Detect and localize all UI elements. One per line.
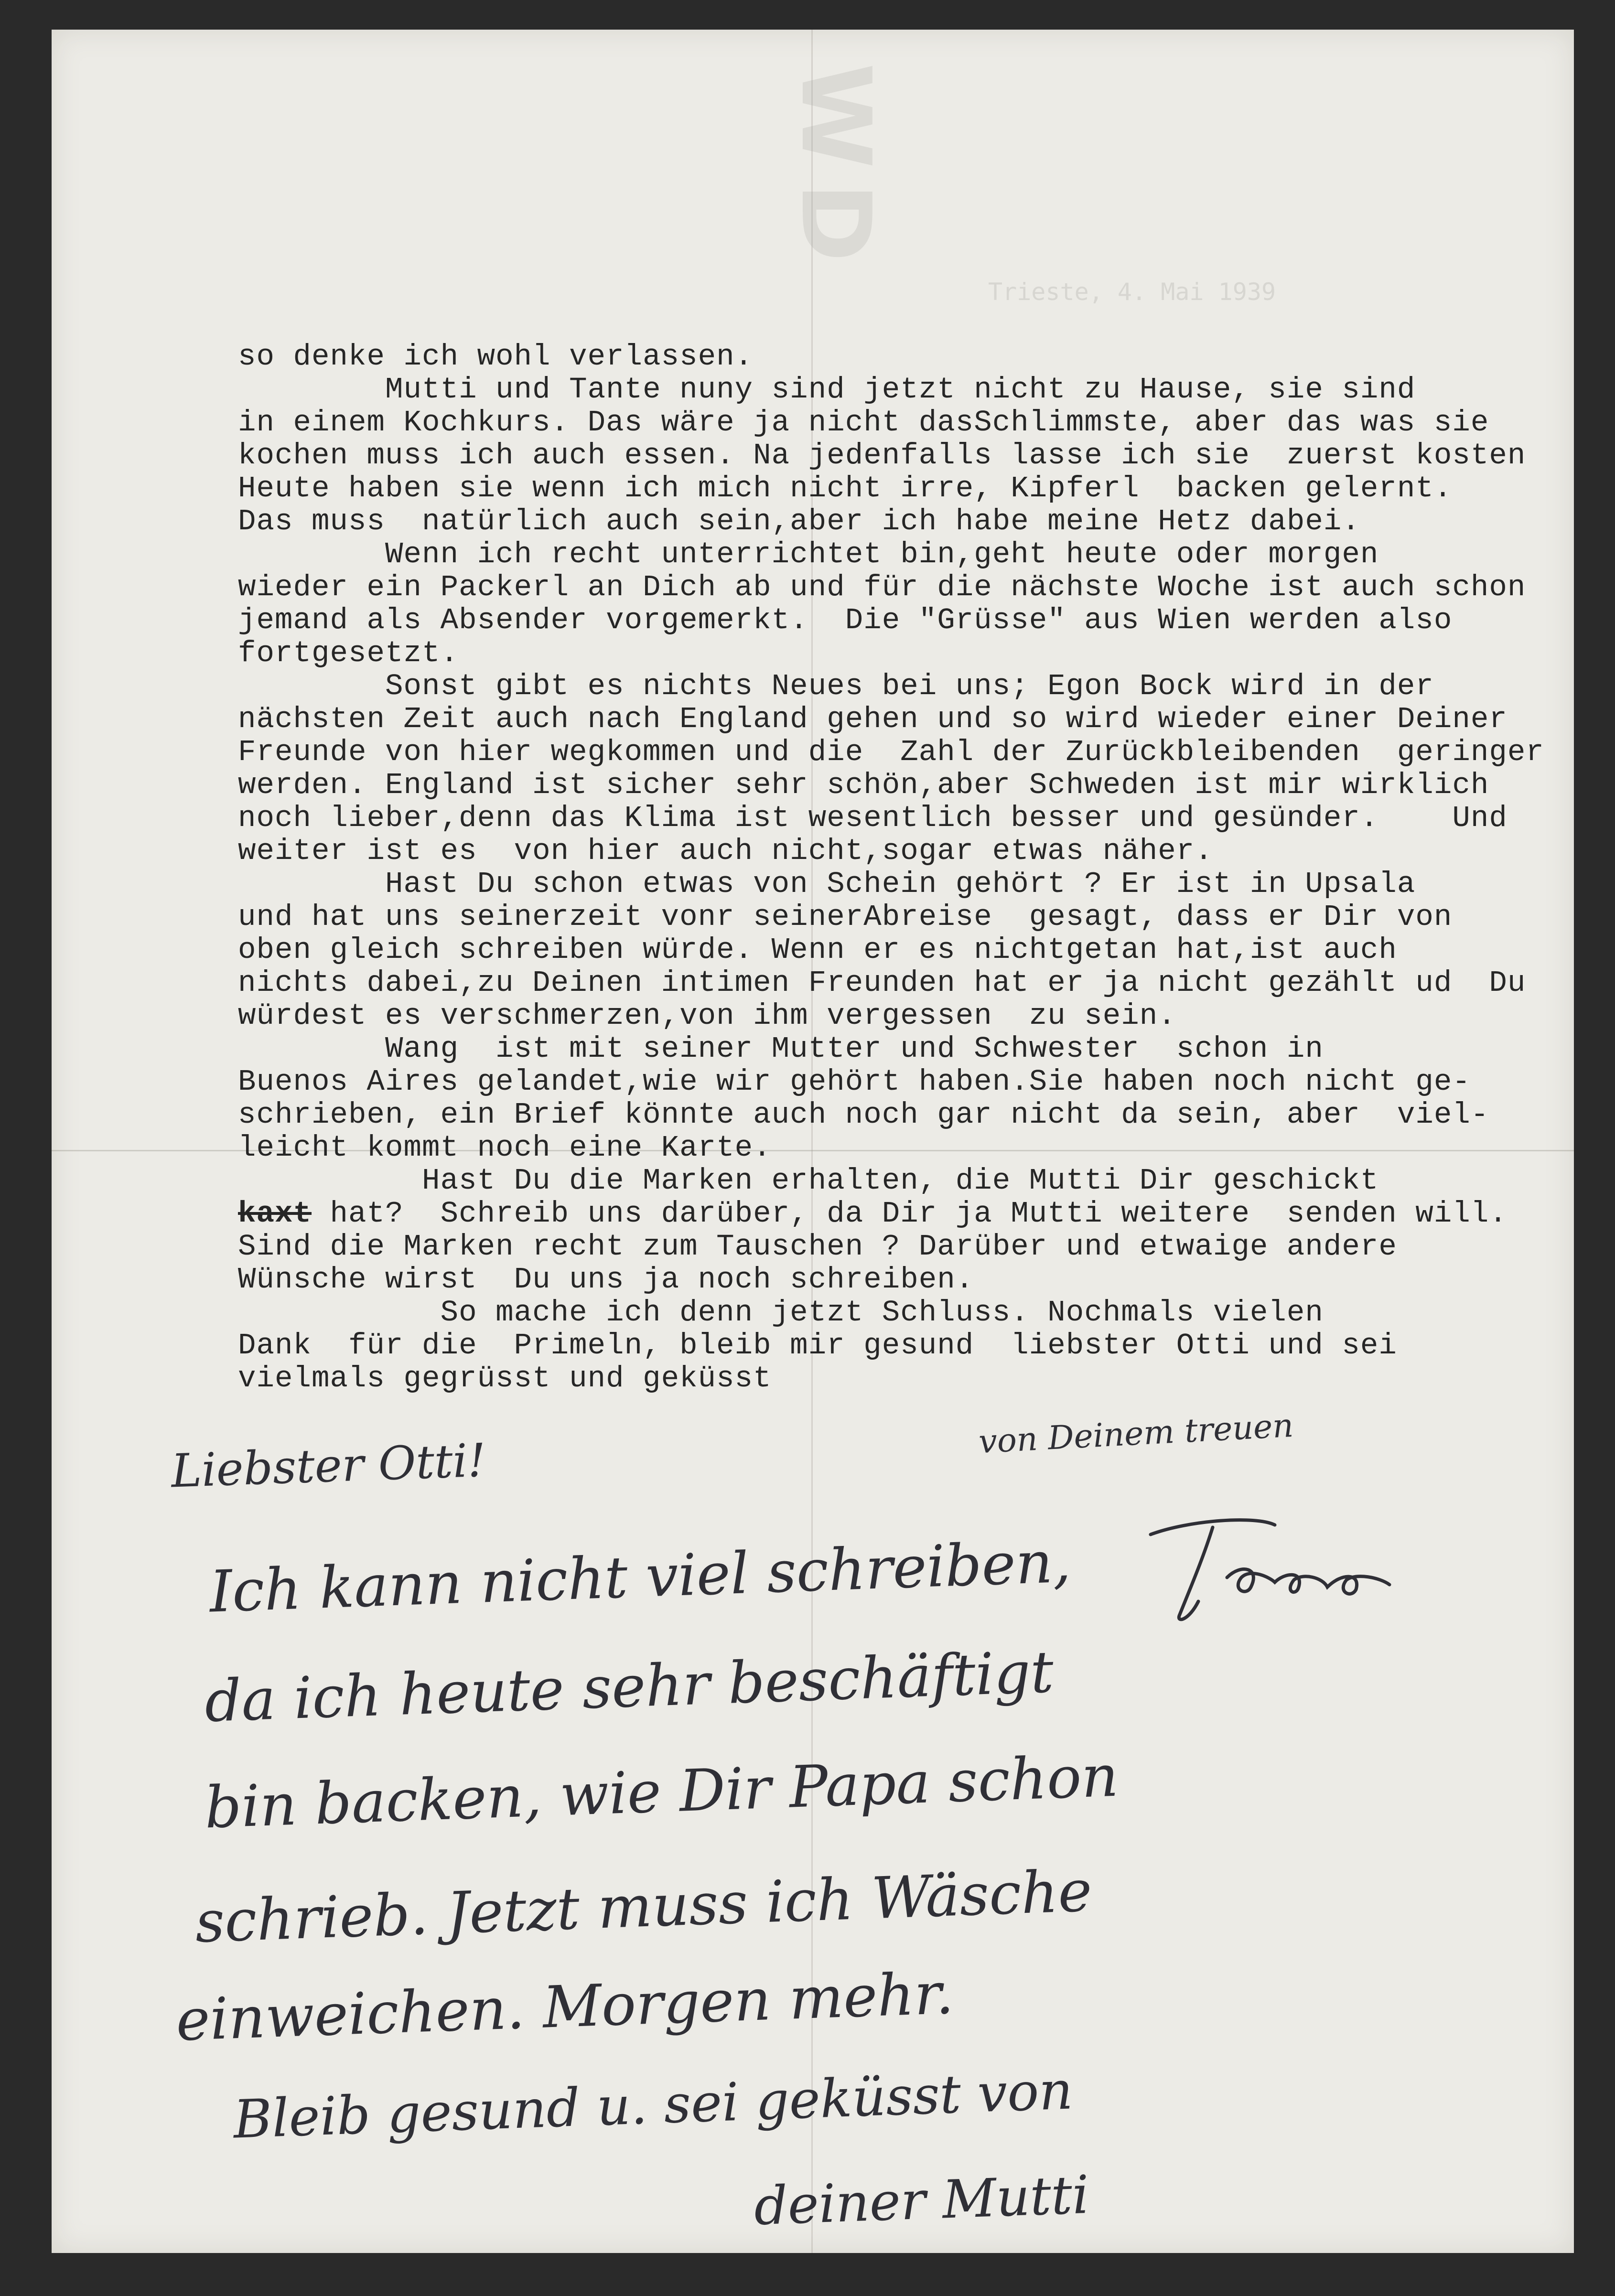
typed-line: werden. England ist sicher sehr schön,aber Schweden ist mir wirklich (238, 768, 1489, 802)
typed-line: Mutti und Tante nuny sind jetzt nicht zu Hause, sie sind (238, 373, 1416, 407)
typed-line: und hat uns seinerzeit vonr seinerAbreise gesagt, dass er Dir von (238, 900, 1453, 934)
bleed-through-header: Trieste, 4. Mai 1939 (988, 278, 1276, 306)
struck-word: kaxt (238, 1197, 312, 1231)
typed-line: so denke ich wohl verlassen. (238, 340, 754, 374)
typed-line: Wang ist mit seiner Mutter und Schwester schon in (238, 1032, 1324, 1066)
typed-line: jemand als Absender vorgemerkt. Die "Grüsse" aus Wien werden also (238, 603, 1453, 637)
typed-line: nächsten Zeit auch nach England gehen und so wird wieder einer Deiner (238, 702, 1507, 736)
typed-line: noch lieber,denn das Klima ist wesentlich besser und gesünder. Und (238, 801, 1507, 835)
postscript-line: Ich kann nicht viel schreiben, (208, 1529, 1072, 1626)
typed-line: Heute haben sie wenn ich mich nicht irre, Kipferl backen gelernt. (238, 472, 1453, 505)
typed-body (238, 340, 1595, 1395)
typed-line: Buenos Aires gelandet,wie wir gehört haben.Sie haben noch nicht ge- (238, 1065, 1471, 1099)
typed-line: kochen muss ich auch essen. Na jedenfalls lasse ich sie zuerst kosten (238, 439, 1526, 472)
postscript-signature: deiner Mutti (753, 2164, 1090, 2237)
typed-line: leicht kommt noch eine Karte. (238, 1131, 772, 1165)
postscript-line: einweichen. Morgen mehr. (175, 1960, 955, 2054)
typed-line (238, 1197, 1595, 1230)
postscript-line: schrieb. Jetzt muss ich Wäsche (194, 1858, 1093, 1956)
typed-line: Hast Du schon etwas von Schein gehört ? Er ist in Upsala (238, 867, 1416, 901)
typed-line: fortgesetzt. (238, 636, 459, 670)
typed-line: vielmals gegrüsst und geküsst (238, 1362, 772, 1395)
signature (1131, 1506, 1399, 1630)
typed-line: oben gleich schreiben würde. Wenn er es nichtgetan hat,ist auch (238, 933, 1397, 967)
postscript-line: da ich heute sehr beschäftigt (204, 1639, 1055, 1735)
postscript-line: bin backen, wie Dir Papa schon (204, 1743, 1120, 1842)
closing-line: von Deinem treuen (978, 1406, 1294, 1461)
typed-line: Wenn ich recht unterrichtet bin,geht heute oder morgen (238, 537, 1379, 571)
typed-line: So mache ich denn jetzt Schluss. Nochmals vielen (238, 1296, 1324, 1330)
typed-line-text: hat? Schreib uns darüber, da Dir ja Mutti weitere senden will. (330, 1197, 1507, 1231)
typed-line: Dank für die Primeln, bleib mir gesund liebster Otti und sei (238, 1329, 1397, 1363)
typed-line: Hast Du die Marken erhalten, die Mutti Dir geschickt (238, 1164, 1379, 1198)
typed-line: wieder ein Packerl an Dich ab und für die nächste Woche ist auch schon (238, 570, 1526, 604)
typed-line: Sind die Marken recht zum Tauschen ? Darüber und etwaige andere (238, 1230, 1397, 1264)
typed-line: nichts dabei,zu Deinen intimen Freunden hat er ja nicht gezählt ud Du (238, 966, 1526, 1000)
typed-line: schrieben, ein Brief könnte auch noch gar nicht da sein, aber viel- (238, 1098, 1489, 1132)
typed-line: weiter ist es von hier auch nicht,sogar etwas näher. (238, 834, 1213, 868)
typed-line: würdest es verschmerzen,von ihm vergessen zu sein. (238, 999, 1176, 1033)
postscript-line: Bleib gesund u. sei geküsst von (232, 2060, 1074, 2150)
typed-line: in einem Kochkurs. Das wäre ja nicht dasSchlimmste, aber das was sie (238, 406, 1489, 440)
paper-watermark: WD (780, 63, 891, 277)
letter-page (52, 30, 1574, 2253)
postscript-greeting: Liebster Otti! (170, 1433, 487, 1498)
typed-line: Sonst gibt es nichts Neues bei uns; Egon Bock wird in der (238, 669, 1434, 703)
typed-line: Das muss natürlich auch sein,aber ich habe meine Hetz dabei. (238, 504, 1360, 538)
typed-line: Freunde von hier wegkommen und die Zahl der Zurückbleibenden geringer (238, 735, 1544, 769)
typed-line: Wünsche wirst Du uns ja noch schreiben. (238, 1263, 974, 1297)
